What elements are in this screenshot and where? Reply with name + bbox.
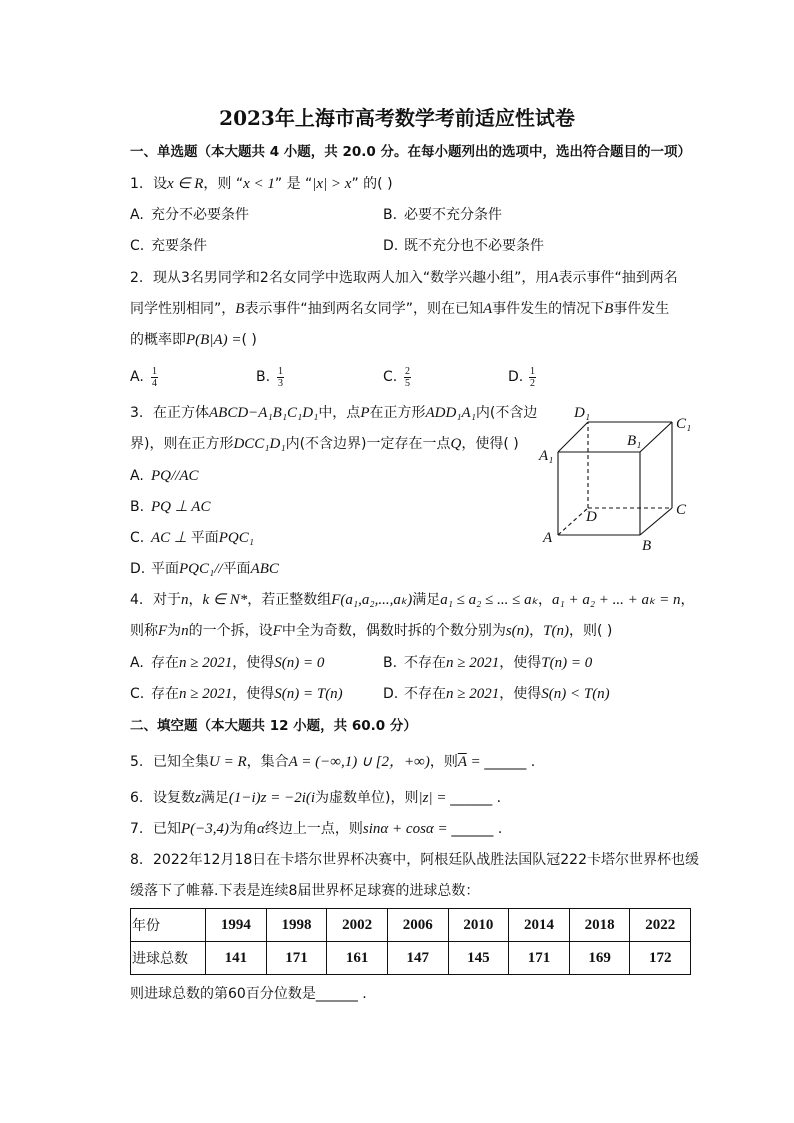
q4-option-c[interactable] [130, 684, 343, 704]
year-cell: 2006 [387, 909, 448, 942]
text-run: ，则( ) [569, 623, 613, 639]
math-expression: DCC₁D₁ [233, 436, 286, 452]
math-expression: α [257, 821, 265, 837]
q5-stem-text [153, 754, 458, 770]
q5-stem-line [130, 752, 535, 772]
q1-stem-line [130, 174, 393, 194]
q2-stem-text [130, 301, 669, 317]
math-expression: |z| = [418, 790, 451, 806]
vertex-label-c: C [676, 502, 687, 518]
vertex-label-a1: A₁ [539, 448, 554, 464]
math-expression: S(n) < T(n) [541, 686, 610, 702]
math-expression: PQ ⊥ AC [151, 499, 211, 515]
world-cup-goals-table [130, 908, 691, 975]
goals-cell: 172 [630, 942, 691, 975]
math-expression: PQC₁ [218, 530, 254, 546]
numerator: 2 [405, 365, 410, 377]
cube-figure [530, 400, 700, 555]
math-expression: P(−3,4) [181, 821, 230, 837]
text-run: ” 的( ) [351, 176, 393, 192]
text-run: ，使得 [232, 686, 275, 702]
option-text [151, 207, 249, 223]
text-run: ，使得 [499, 655, 542, 671]
option-label: D. [130, 561, 146, 577]
option-label: A. [130, 369, 144, 385]
year-cell: 1998 [266, 909, 327, 942]
year-cell: 2022 [630, 909, 691, 942]
text-run: 充要条件 [151, 238, 207, 254]
text-run: 为虚数单位)，则 [315, 790, 419, 806]
text-run: ，使得 [232, 655, 275, 671]
q4-stem-line-2 [130, 621, 612, 641]
fraction [277, 366, 284, 389]
question-number: 6. [130, 790, 144, 806]
math-expression: PQC₁// [179, 561, 223, 577]
text-run: 2022年12月18日在卡塔尔世界杯决赛中，阿根廷队战胜法国队冠222卡塔尔世界杯也缓 [153, 852, 699, 868]
q8-followup-text [130, 986, 367, 1002]
goals-cell: 141 [206, 942, 267, 975]
q6-stem-line [130, 788, 501, 808]
math-expression: S(n) = T(n) [274, 686, 343, 702]
question-number: 8. [130, 852, 144, 868]
option-text [151, 686, 343, 702]
text-run: ______ . [451, 821, 503, 837]
q2-stem-text [130, 332, 257, 348]
goals-cell: 161 [327, 942, 388, 975]
vertex-label-d1: D₁ [574, 405, 591, 421]
option-text [404, 686, 610, 702]
math-expression: ABC [250, 561, 279, 577]
year-cell: 2018 [569, 909, 630, 942]
denominator: 4 [152, 377, 157, 389]
q2-stem-line-3 [130, 330, 257, 350]
complement-symbol: $\overline{A}$ [457, 754, 467, 770]
option-text [151, 655, 324, 671]
math-expression: |x| > x [312, 176, 352, 192]
table-row [131, 942, 691, 975]
text-run: ， [529, 623, 544, 639]
q4-stem-text [130, 623, 612, 639]
math-expression: U = R [209, 754, 247, 770]
vertex-label-a: A [543, 530, 553, 546]
q4-option-b[interactable] [383, 653, 592, 673]
math-expression: k ∈ N* [202, 592, 248, 608]
text-run: 缓落下了帷幕.下表是连续8届世界杯足球赛的进球总数： [130, 883, 480, 899]
math-expression: F(a₁,a₂,...,aₖ) [331, 592, 413, 608]
denominator: 3 [278, 377, 283, 389]
text-run: ” 是 “ [274, 176, 313, 192]
question-number: 3. [130, 405, 144, 421]
text-run: ______ . [450, 790, 502, 806]
row-header: 进球总数 [131, 942, 206, 975]
math-expression: Q [450, 436, 462, 452]
q3-option-d[interactable] [130, 559, 279, 579]
cube-edge-b-c [640, 508, 672, 535]
numerator: 1 [152, 365, 157, 377]
q8-stem-line-2 [130, 881, 479, 901]
goals-cell: 145 [448, 942, 509, 975]
text-run: 事件发生 [613, 301, 670, 317]
q3-option-a[interactable] [130, 466, 199, 486]
text-run: ，使得( ) [461, 436, 519, 452]
vertex-label-b: B [642, 538, 652, 554]
option-label: A. [130, 655, 144, 671]
math-expression: F [158, 623, 168, 639]
text-run: 的概率即 [130, 332, 186, 348]
option-text [151, 499, 210, 515]
q8-stem-line-1 [130, 850, 699, 870]
option-label: A. [130, 468, 144, 484]
math-expression: A [482, 301, 493, 317]
text-run: ，使得 [499, 686, 542, 702]
option-text [404, 655, 592, 671]
q5-answer-blank[interactable] [467, 754, 536, 770]
exam-title: 2023年上海市高考数学考前适应性试卷 [219, 106, 575, 130]
math-expression: s(n) [505, 623, 530, 639]
q2-option-c[interactable] [383, 365, 411, 389]
q2-option-b[interactable] [256, 365, 284, 389]
year-cell: 2014 [509, 909, 570, 942]
math-expression: B [235, 301, 245, 317]
q2-stem-line-1 [130, 268, 678, 288]
section-heading-fill-in: 二、填空题（本大题共 12 小题，共 60.0 分） [130, 718, 417, 734]
numerator: 1 [278, 365, 283, 377]
text-run: 界)，则在正方形 [130, 436, 234, 452]
option-label: B. [256, 369, 271, 385]
denominator: 5 [405, 377, 410, 389]
question-number: 1. [130, 176, 144, 192]
q2-option-d[interactable] [508, 365, 536, 389]
math-expression: sinα + cosα = [362, 821, 452, 837]
text-run: 内(不含边 [475, 405, 538, 421]
math-expression: S(n) = 0 [274, 655, 325, 671]
q3-option-b[interactable] [130, 497, 210, 517]
math-expression: n ≥ 2021 [446, 655, 500, 671]
option-text [151, 238, 207, 254]
vertex-label-b1: B₁ [627, 433, 642, 449]
text-run: 则进球总数的第60百分位数是______ . [130, 986, 367, 1002]
math-expression: n ≥ 2021 [446, 686, 500, 702]
text-run: 为 [167, 623, 182, 639]
year-cell: 2002 [327, 909, 388, 942]
text-run: 设 [153, 176, 167, 192]
q7-stem-text [153, 821, 502, 837]
text-run: 既不充分也不必要条件 [404, 238, 544, 254]
text-run: 在正方体 [153, 405, 209, 421]
text-run: 设复数 [153, 790, 195, 806]
vertex-label-d: D [586, 509, 597, 525]
text-run: ， [188, 592, 203, 608]
question-number: 4. [130, 592, 144, 608]
q3-option-c[interactable] [130, 528, 254, 548]
text-run: 平面 [222, 561, 251, 577]
text-run: 现从3名男同学和2名女同学中选取两人加入“数学兴趣小组”，用 [153, 270, 550, 286]
math-expression: T(n) = 0 [541, 655, 593, 671]
row-header: 年份 [131, 909, 206, 942]
table-row [131, 909, 691, 942]
math-expression: x < 1 [243, 176, 275, 192]
goals-cell: 171 [266, 942, 327, 975]
text-run: 已知 [153, 821, 181, 837]
fraction [404, 366, 411, 389]
math-expression: T(n) [543, 623, 570, 639]
cube-edge-a1-d1 [558, 422, 588, 452]
option-label: B. [383, 207, 398, 223]
text-run: 存在 [151, 655, 179, 671]
math-expression: (1−i)z = −2i(i [228, 790, 316, 806]
option-text [404, 238, 544, 254]
fraction [151, 366, 158, 389]
q6-stem-text [153, 790, 501, 806]
option-text [151, 561, 279, 577]
option-label: D. [383, 686, 399, 702]
q2-stem-text [153, 270, 678, 286]
option-label: C. [130, 238, 145, 254]
option-text [404, 207, 502, 223]
math-expression: n [181, 592, 189, 608]
math-expression: a₁ ≤ a₂ ≤ ... ≤ aₖ [440, 592, 538, 608]
q4-stem-text [153, 592, 695, 608]
option-label: C. [130, 686, 145, 702]
option-label: C. [130, 530, 145, 546]
text-run: 充分不必要条件 [151, 207, 249, 223]
q3-stem-text [153, 405, 537, 421]
option-label: A. [130, 207, 144, 223]
q2-option-a[interactable] [130, 365, 158, 389]
math-expression: P(B|A) = [186, 332, 242, 348]
math-expression: A = (−∞,1) ∪ [2，+∞) [288, 754, 430, 770]
text-run: 满足 [200, 790, 229, 806]
math-expression: AC ⊥ [151, 530, 191, 546]
math-expression: n [181, 623, 189, 639]
vertex-label-c1: C₁ [676, 416, 692, 432]
text-run: ， [680, 592, 695, 608]
text-run: 对于 [153, 592, 181, 608]
text-run: 中全为奇数，偶数时拆的个数分别为 [281, 623, 506, 639]
math-expression: A [549, 270, 559, 286]
math-expression: P [360, 405, 370, 421]
q3-stem-line-1 [130, 403, 537, 423]
text-run: ( ) [241, 332, 257, 348]
math-expression: n ≥ 2021 [179, 686, 233, 702]
goals-cell: 169 [569, 942, 630, 975]
text-run: 满足 [412, 592, 441, 608]
text-run: 为角 [229, 821, 258, 837]
text-run: 内(不含边界)一定存在一点 [285, 436, 451, 452]
math-expression: ABCD−A₁B₁C₁D₁ [209, 405, 319, 421]
math-expression: PQ//AC [151, 468, 199, 484]
fraction [529, 366, 536, 389]
text-run: 中，点 [318, 405, 361, 421]
option-text [151, 530, 254, 546]
cube-hidden-edge-a-d [558, 508, 588, 535]
text-run: 平面 [151, 561, 179, 577]
math-expression: = [466, 754, 485, 770]
numerator: 1 [530, 365, 535, 377]
q4-option-d[interactable] [383, 684, 610, 704]
option-label: C. [383, 369, 398, 385]
q3-stem-text [130, 436, 519, 452]
option-label: D. [508, 369, 524, 385]
text-run: 平面 [190, 530, 219, 546]
q1-option-b[interactable] [383, 205, 502, 225]
option-label: D. [383, 238, 399, 254]
text-run: 的一个拆，设 [188, 623, 273, 639]
math-expression: a₁ + a₂ + ... + aₖ = n [551, 592, 681, 608]
text-run: 则称 [130, 623, 158, 639]
q4-option-a[interactable] [130, 653, 324, 673]
question-number: 7. [130, 821, 144, 837]
year-cell: 2010 [448, 909, 509, 942]
q8-stem-text [130, 883, 479, 899]
text-run: 事件发生的情况下 [492, 301, 605, 317]
cube-edge-b1-c1 [640, 422, 672, 452]
text-run: 表示事件“抽到两名女同学”，则在已知 [244, 301, 483, 317]
q1-option-c[interactable] [130, 236, 207, 256]
text-run: 存在 [151, 686, 179, 702]
option-text [151, 468, 199, 484]
question-number: 5. [130, 754, 144, 770]
text-run: 在正方形 [369, 405, 426, 421]
q1-option-d[interactable] [383, 236, 544, 256]
section-heading-single-choice: 一、单选题（本大题共 4 小题，共 20.0 分。在每小题列出的选项中，选出符合题目的一项） [130, 144, 692, 160]
text-run: ，若正整数组 [247, 592, 332, 608]
math-expression: z [195, 790, 201, 806]
q8-followup-line [130, 984, 367, 1004]
text-run: ，集合 [246, 754, 289, 770]
text-run: 已知全集 [153, 754, 209, 770]
text-run: ，则 “ [203, 176, 244, 192]
denominator: 2 [530, 377, 535, 389]
text-run: 同学性别相同”， [130, 301, 236, 317]
text-run: 表示事件“抽到两名 [558, 270, 678, 286]
text-run: ，则 [429, 754, 458, 770]
q2-stem-line-2 [130, 299, 669, 319]
math-expression: n ≥ 2021 [179, 655, 233, 671]
q1-stem-text [153, 176, 393, 192]
text-run: 不存在 [404, 655, 446, 671]
math-expression: B [604, 301, 614, 317]
q4-stem-line-1 [130, 590, 695, 610]
text-run: ， [537, 592, 552, 608]
math-expression: x ∈ R [167, 176, 204, 192]
math-expression: ADD₁A₁ [425, 405, 476, 421]
text-run: 终边上一点，则 [264, 821, 363, 837]
text-run: ______ . [484, 754, 536, 770]
text-run: 必要不充分条件 [404, 207, 502, 223]
q1-option-a[interactable] [130, 205, 249, 225]
q3-stem-line-2 [130, 434, 519, 454]
q7-stem-line [130, 819, 502, 839]
year-cell: 1994 [206, 909, 267, 942]
goals-cell: 171 [509, 942, 570, 975]
math-expression: F [272, 623, 282, 639]
option-label: B. [383, 655, 398, 671]
option-label: B. [130, 499, 145, 515]
goals-cell: 147 [387, 942, 448, 975]
q8-stem-text [153, 852, 699, 868]
question-number: 2. [130, 270, 144, 286]
text-run: 不存在 [404, 686, 446, 702]
